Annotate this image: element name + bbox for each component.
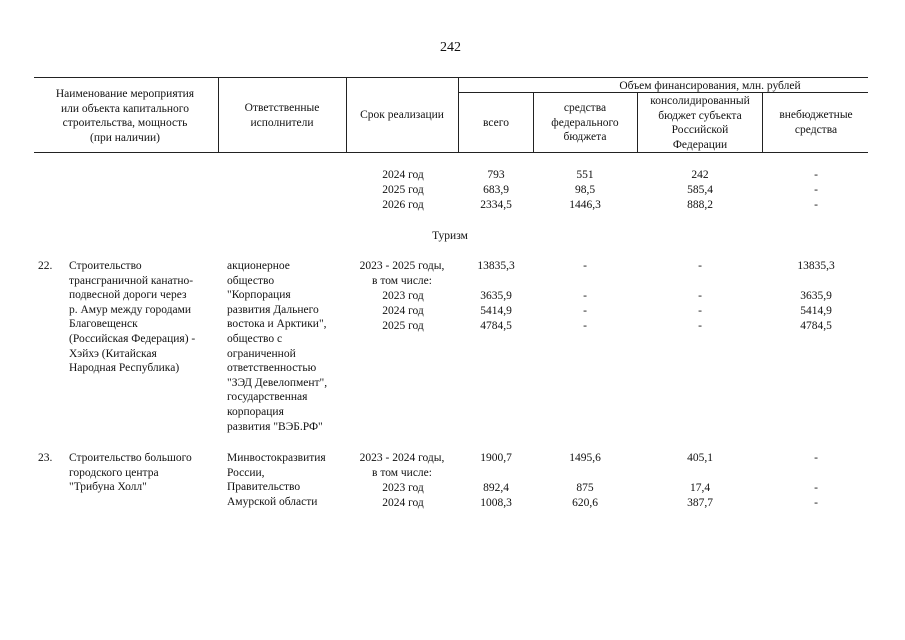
item22-regional-0: - [698,260,702,272]
item23-federal-0: 1495,6 [569,452,601,464]
item22-federal-2: - [583,290,587,302]
header-offbudget-col: внебюджетные средства [779,109,853,136]
item23-regional-0: 405,1 [687,452,713,464]
item22-offbudget-4: 4784,5 [800,320,832,332]
item23-responsible: Минвостокразвития России, Правительство Амурской области [227,452,326,508]
item22-total-3: 5414,9 [480,305,512,317]
cont-term-1: 2025 год [382,184,424,196]
cont-total-2: 2334,5 [480,199,512,211]
header-term-col: Срок реализации [360,109,444,121]
item23-regional-2: 17,4 [689,482,711,494]
col-divider-4 [533,92,534,152]
item22-name: Строительство трансграничной канатно- подвесной дороги через р. Амур между городами Благовещенск (Российская Федерация) - Хэйхэ (Китайская Народная Республика) [69,260,196,375]
item23-total-2: 892,4 [483,482,509,494]
item23-offbudget-3: - [814,497,818,509]
item23-term-1: в том числе: [372,467,432,479]
cont-offbudget-1: - [814,184,818,196]
section-title: Туризм [432,230,468,242]
item22-total-0: 13835,3 [477,260,515,272]
header-name-col: Наименование мероприятия или объекта капитального строительства, мощность (при наличии) [55,88,195,144]
cont-regional-0: 242 [691,169,709,181]
cont-offbudget-2: - [814,199,818,211]
item23-total-3: 1008,3 [480,497,512,509]
header-top-rule [34,77,868,78]
item22-regional-2: - [698,290,702,302]
item23-federal-3: 620,6 [572,497,598,509]
item23-offbudget-0: - [814,452,818,464]
header-funding-group: Объем финансирования, млн. рублей [619,80,801,92]
item22-total-4: 4784,5 [480,320,512,332]
cont-term-0: 2024 год [382,169,424,181]
item23-offbudget-2: - [814,482,818,494]
header-responsible-col: Ответственные исполнители [244,102,320,129]
item22-regional-4: - [698,320,702,332]
col-divider-6 [762,92,763,152]
cont-federal-1: 98,5 [574,184,596,196]
item22-federal-4: - [583,320,587,332]
cont-regional-2: 888,2 [687,199,713,211]
item23-total-0: 1900,7 [480,452,512,464]
col-divider-1 [218,77,219,152]
item22-responsible: акционерное общество "Корпорация развития Дальнего востока и Арктики", общество с ограниченной ответственностью "ЗЭД Девелопмент", государственная корпорация развития "ВЭБ.РФ" [227,260,328,433]
item23-number: 23. [38,452,53,464]
item22-offbudget-0: 13835,3 [797,260,835,272]
item23-term-3: 2024 год [382,497,424,509]
item23-federal-2: 875 [576,482,594,494]
header-regional-col: консолидированный бюджет субъекта Российской Федерации [650,95,750,151]
col-divider-5 [637,92,638,152]
header-federal-col: средства федерального бюджета [551,102,619,144]
item22-number: 22. [38,260,53,272]
header-total-col: всего [483,117,509,129]
cont-federal-2: 1446,3 [569,199,601,211]
item23-term-0: 2023 - 2024 годы, [359,452,445,464]
cont-total-1: 683,9 [483,184,509,196]
cont-regional-1: 585,4 [687,184,713,196]
item23-regional-3: 387,7 [687,497,713,509]
item22-term-3: 2024 год [382,305,424,317]
item23-name: Строительство большого городского центра "Трибуна Холл" [69,452,192,494]
item22-federal-3: - [583,305,587,317]
cont-offbudget-0: - [814,169,818,181]
item22-total-2: 3635,9 [480,290,512,302]
cont-federal-0: 551 [576,169,594,181]
cont-term-2: 2026 год [382,199,424,211]
item22-term-0: 2023 - 2025 годы, [359,260,445,272]
cont-total-0: 793 [487,169,505,181]
item22-offbudget-2: 3635,9 [800,290,832,302]
col-divider-2 [346,77,347,152]
item23-term-2: 2023 год [382,482,424,494]
item22-term-4: 2025 год [382,320,424,332]
item22-term-1: в том числе: [372,275,432,287]
item22-term-2: 2023 год [382,290,424,302]
item22-federal-0: - [583,260,587,272]
page-number: 242 [440,40,461,55]
col-divider-3 [458,77,459,152]
item22-offbudget-3: 5414,9 [800,305,832,317]
item22-regional-3: - [698,305,702,317]
